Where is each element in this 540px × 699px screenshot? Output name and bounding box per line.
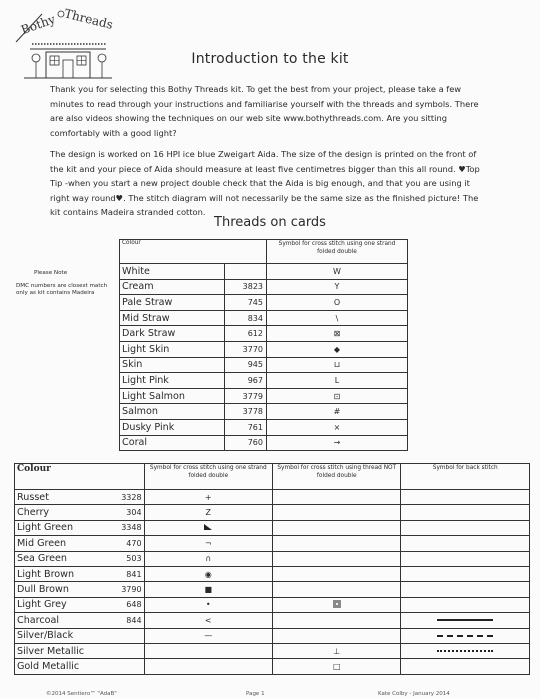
- colour-number: 3778: [225, 404, 267, 420]
- stitch-symbol-2: [273, 490, 401, 505]
- back-stitch-symbol: [401, 520, 530, 535]
- note-title: Please Note: [34, 270, 68, 276]
- colour-name: Dull Brown: [15, 582, 116, 597]
- stitch-symbol: [144, 520, 272, 535]
- table-row: [15, 643, 530, 658]
- table-row: [120, 310, 408, 326]
- threads-header-colour: Colour: [15, 464, 145, 490]
- stitch-symbol: [144, 659, 272, 674]
- stitch-symbol: <: [144, 613, 272, 628]
- colour-name: Mid Green: [15, 536, 116, 551]
- threads-header-back-stitch: Symbol for back stitch: [401, 464, 530, 490]
- stitch-symbol-2: [273, 536, 401, 551]
- stitch-symbol: —: [144, 628, 272, 643]
- colour-number: [115, 643, 144, 658]
- cards-table: [119, 239, 408, 451]
- table-row: [120, 295, 408, 311]
- table-row: [15, 613, 530, 628]
- solid-line-icon: [437, 619, 493, 621]
- colour-name: White: [120, 264, 225, 280]
- colour-name: Pale Straw: [120, 295, 225, 311]
- table-row: [15, 520, 530, 535]
- table-row: [120, 279, 408, 295]
- stitch-symbol: •: [144, 597, 272, 612]
- colour-name: Charcoal: [15, 613, 116, 628]
- colour-name: Dusky Pink: [120, 419, 225, 435]
- stitch-symbol-2: [273, 582, 401, 597]
- stitch-symbol-2: [273, 628, 401, 643]
- stitch-symbol-2: [273, 551, 401, 566]
- please-note: [16, 270, 116, 298]
- table-row: [120, 373, 408, 389]
- colour-number: [115, 628, 144, 643]
- colour-number: 503: [115, 551, 144, 566]
- table-row: [120, 264, 408, 280]
- stitch-symbol: \: [267, 310, 408, 326]
- table-row: [15, 659, 530, 674]
- colour-name: Russet: [15, 490, 116, 505]
- stitch-symbol: ◆: [267, 341, 408, 357]
- colour-number: 612: [225, 326, 267, 342]
- back-stitch-symbol: [401, 490, 530, 505]
- colour-number: 3779: [225, 388, 267, 404]
- stitch-symbol: ⊔: [267, 357, 408, 373]
- colour-name: Cream: [120, 279, 225, 295]
- svg-text:Bothy: Bothy: [19, 11, 58, 38]
- back-stitch-symbol: [401, 551, 530, 566]
- intro-paragraph-2: The design is worked on 16 HPI ice blue Zweigart Aida. The size of the design is printed on the front of the kit and your piece of Aida should measure at least five centimetres bigger than this all round. ♥Top Tip -when you start a new project double check that the Aida is big enough, and that you are using it right way round♥. The stitch diagram will not necessarily be the same size as the finished picture! The kit contains Madeira stranded cotton.: [50, 149, 480, 217]
- stitch-symbol: ¬: [144, 536, 272, 551]
- table-row: [120, 341, 408, 357]
- page-title: Introduction to the kit: [191, 51, 349, 67]
- back-stitch-symbol: [401, 659, 530, 674]
- stitch-symbol-2: [273, 505, 401, 520]
- colour-number: 760: [225, 435, 267, 451]
- threads-table: [14, 463, 530, 675]
- intro-paragraph-1: Thank you for selecting this Bothy Threads kit. To get the best from your project, please take a few minutes to read through your instructions and familiarise yourself with the threads and symbols. There are also videos showing the techniques on our web site www.bothythreads.com. Are you sitting comfortably with a good light?: [50, 84, 479, 138]
- colour-number: 841: [115, 566, 144, 581]
- table-row: [15, 490, 530, 505]
- colour-name: Light Grey: [15, 597, 116, 612]
- colour-name: Salmon: [120, 404, 225, 420]
- colour-name: Sea Green: [15, 551, 116, 566]
- cards-section-title: Threads on cards: [214, 215, 326, 230]
- stitch-symbol: Y: [267, 279, 408, 295]
- colour-name: Skin: [120, 357, 225, 373]
- stitch-symbol: O: [267, 295, 408, 311]
- stitch-symbol: #: [267, 404, 408, 420]
- back-stitch-symbol: [401, 597, 530, 612]
- colour-name: Light Green: [15, 520, 116, 535]
- colour-number: 3348: [115, 520, 144, 535]
- stitch-symbol-2: [273, 566, 401, 581]
- colour-number: 761: [225, 419, 267, 435]
- colour-name: Silver/Black: [15, 628, 116, 643]
- back-stitch-symbol: [401, 643, 530, 658]
- cards-header-colour: Colour: [120, 240, 267, 264]
- threads-header-symbol-not-folded: Symbol for cross stitch using thread NOT folded double: [273, 464, 401, 490]
- back-stitch-symbol: [401, 628, 530, 643]
- table-row: [15, 582, 530, 597]
- back-stitch-symbol: [401, 505, 530, 520]
- stitch-symbol: +: [144, 490, 272, 505]
- dotted-line-icon: [437, 650, 493, 652]
- colour-number: 3790: [115, 582, 144, 597]
- stitch-symbol-2: [273, 597, 401, 612]
- back-stitch-symbol: [401, 536, 530, 551]
- table-row: [15, 536, 530, 551]
- table-row: [15, 505, 530, 520]
- table-row: [15, 551, 530, 566]
- colour-number: 470: [115, 536, 144, 551]
- colour-number: [225, 264, 267, 280]
- table-row: [120, 435, 408, 451]
- stitch-symbol: ◉: [144, 566, 272, 581]
- table-row: [120, 326, 408, 342]
- colour-name: Gold Metallic: [15, 659, 116, 674]
- colour-name: Light Brown: [15, 566, 116, 581]
- table-row: [15, 566, 530, 581]
- colour-number: 304: [115, 505, 144, 520]
- stitch-symbol: W: [267, 264, 408, 280]
- stitch-symbol: ■: [144, 582, 272, 597]
- grey-square-icon: [333, 600, 341, 608]
- dashed-line-icon: [437, 635, 493, 637]
- stitch-symbol: ∩: [144, 551, 272, 566]
- table-row: [15, 628, 530, 643]
- colour-name: Silver Metallic: [15, 643, 116, 658]
- bothy-threads-logo: [14, 4, 124, 86]
- colour-number: 967: [225, 373, 267, 389]
- table-row: [120, 357, 408, 373]
- colour-number: 844: [115, 613, 144, 628]
- colour-name: Light Salmon: [120, 388, 225, 404]
- stitch-symbol-2: [273, 613, 401, 628]
- svg-text:Threads: Threads: [62, 6, 115, 32]
- colour-number: 648: [115, 597, 144, 612]
- colour-number: 3328: [115, 490, 144, 505]
- colour-number: 834: [225, 310, 267, 326]
- colour-number: 745: [225, 295, 267, 311]
- stitch-symbol-2: [273, 520, 401, 535]
- stitch-symbol: ×: [267, 419, 408, 435]
- stitch-symbol: [144, 643, 272, 658]
- footer-copyright: ©2014 Sentiero™ "AdaB": [46, 691, 117, 697]
- colour-name: Light Pink: [120, 373, 225, 389]
- note-text: DMC numbers are closest match only as kit contains Madeira: [16, 282, 108, 297]
- stitch-symbol: ⊠: [267, 326, 408, 342]
- back-stitch-symbol: [401, 582, 530, 597]
- colour-name: Dark Straw: [120, 326, 225, 342]
- table-row: [120, 388, 408, 404]
- table-row: [15, 597, 530, 612]
- table-row: [120, 404, 408, 420]
- colour-number: 3770: [225, 341, 267, 357]
- stitch-symbol-2: ⊥: [273, 643, 401, 658]
- cards-header-symbol: Symbol for cross stitch using one strand folded double: [267, 240, 408, 264]
- footer-page-number: Page 1: [246, 691, 265, 697]
- colour-number: [115, 659, 144, 674]
- stitch-symbol: L: [267, 373, 408, 389]
- triangle-symbol-icon: [204, 524, 212, 530]
- stitch-symbol: Z: [144, 505, 272, 520]
- colour-number: 3823: [225, 279, 267, 295]
- back-stitch-symbol: [401, 613, 530, 628]
- stitch-symbol: →: [267, 435, 408, 451]
- colour-name: Cherry: [15, 505, 116, 520]
- back-stitch-symbol: [401, 566, 530, 581]
- threads-header-row: [15, 464, 530, 490]
- table-row: [120, 419, 408, 435]
- threads-header-symbol-folded: Symbol for cross stitch using one strand folded double: [144, 464, 272, 490]
- colour-name: Light Skin: [120, 341, 225, 357]
- footer-author: Kate Colby - January 2014: [378, 691, 450, 697]
- colour-name: Mid Straw: [120, 310, 225, 326]
- cards-header-row: [120, 240, 408, 264]
- colour-name: Coral: [120, 435, 225, 451]
- stitch-symbol-2: □: [273, 659, 401, 674]
- colour-number: 945: [225, 357, 267, 373]
- stitch-symbol: ⊡: [267, 388, 408, 404]
